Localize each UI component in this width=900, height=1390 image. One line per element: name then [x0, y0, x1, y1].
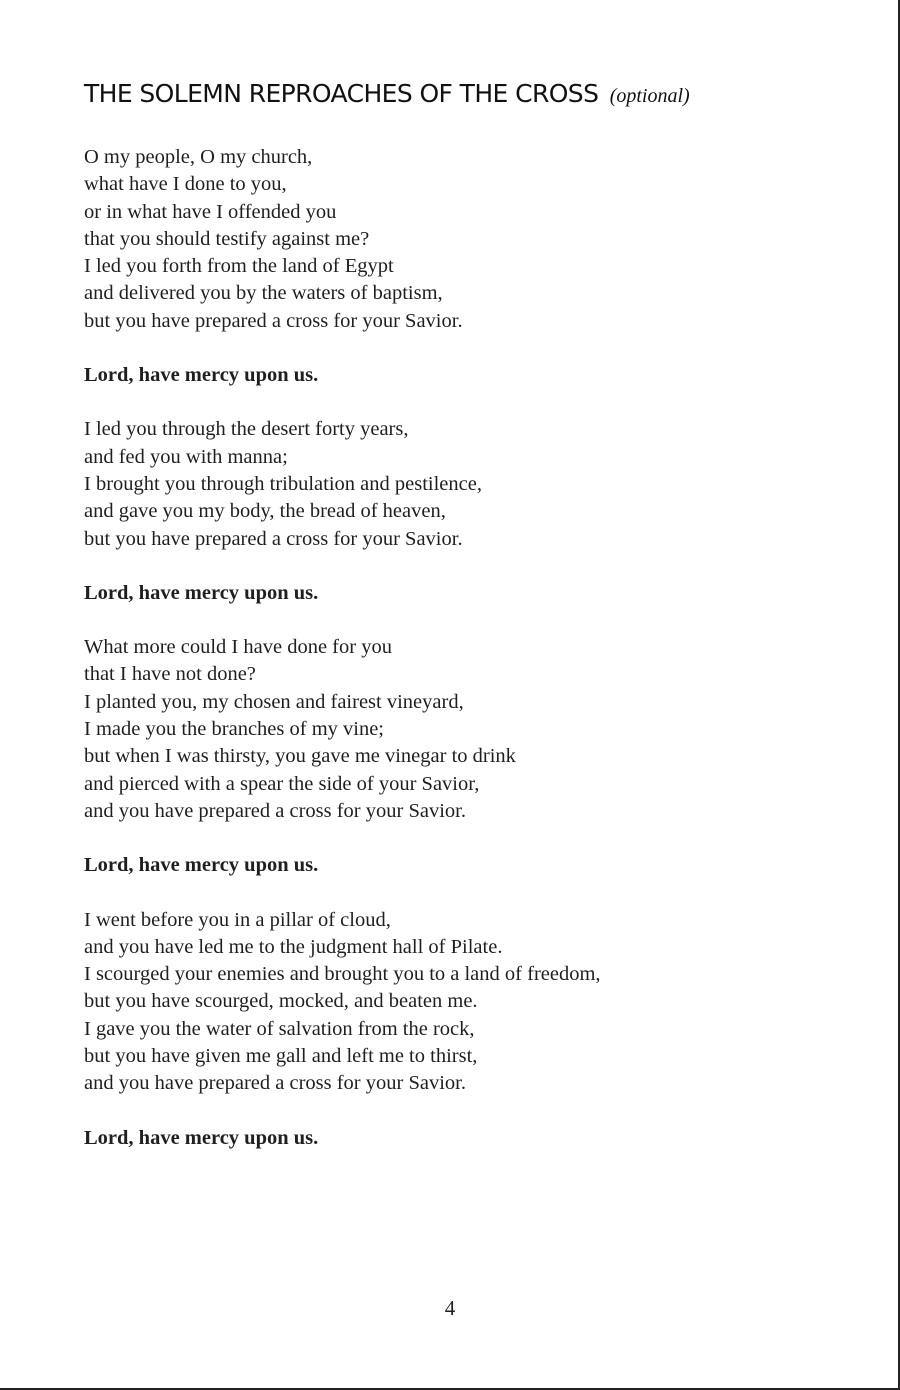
verse-line: that you should testify against me?	[84, 227, 370, 250]
stanza-1	[84, 144, 824, 335]
stanza-3	[84, 634, 824, 825]
verse-line: and gave you my body, the bread of heaven,	[84, 500, 446, 523]
verse-line: what have I done to you,	[84, 173, 287, 196]
verse-line: and you have prepared a cross for your Savior.	[84, 1072, 466, 1095]
verse-line: and delivered you by the waters of baptism,	[84, 282, 443, 305]
title-note: (optional)	[609, 85, 690, 107]
verse-line: O my people, O my church,	[84, 146, 313, 168]
verse-line: I gave you the water of salvation from the rock,	[84, 1017, 475, 1040]
verse-line: or in what have I offended you	[84, 200, 337, 223]
verse-line: and you have prepared a cross for your Savior.	[84, 799, 466, 822]
verse-line: but you have scourged, mocked, and beaten me.	[84, 990, 478, 1013]
verse-line: I went before you in a pillar of cloud,	[84, 908, 391, 931]
verse-line: and pierced with a spear the side of your Savior,	[84, 772, 480, 795]
page-title	[84, 76, 824, 114]
title-text: THE SOLEMN REPROACHES OF THE CROSS	[84, 79, 599, 108]
verse-line: I brought you through tribulation and pestilence,	[84, 472, 482, 495]
verse-line: but you have prepared a cross for your Savior.	[84, 309, 463, 332]
response-2: Lord, have mercy upon us.	[84, 581, 319, 604]
stanza-4	[84, 907, 824, 1098]
verse-line: but you have prepared a cross for your Savior.	[84, 527, 463, 550]
verse-line: but when I was thirsty, you gave me vinegar to drink	[84, 745, 516, 768]
verse-line: What more could I have done for you	[84, 636, 392, 659]
verse-line: and you have led me to the judgment hall of Pilate.	[84, 935, 503, 958]
verse-line: I scourged your enemies and brought you to a land of freedom,	[84, 963, 601, 986]
verse-line: I made you the branches of my vine;	[84, 718, 385, 741]
verse-line: but you have given me gall and left me to thirst,	[84, 1045, 478, 1068]
response-1: Lord, have mercy upon us.	[84, 364, 319, 387]
document-page	[84, 76, 824, 1179]
page-number: 4	[444, 1296, 456, 1320]
verse-line: I led you forth from the land of Egypt	[84, 255, 394, 278]
stanza-2	[84, 416, 824, 552]
verse-line: I planted you, my chosen and fairest vineyard,	[84, 690, 464, 713]
response-4: Lord, have mercy upon us.	[84, 1126, 319, 1149]
verse-line: and fed you with manna;	[84, 445, 288, 468]
verse-line: I led you through the desert forty years,	[84, 418, 409, 441]
verse-line: that I have not done?	[84, 663, 256, 686]
response-3: Lord, have mercy upon us.	[84, 854, 319, 877]
